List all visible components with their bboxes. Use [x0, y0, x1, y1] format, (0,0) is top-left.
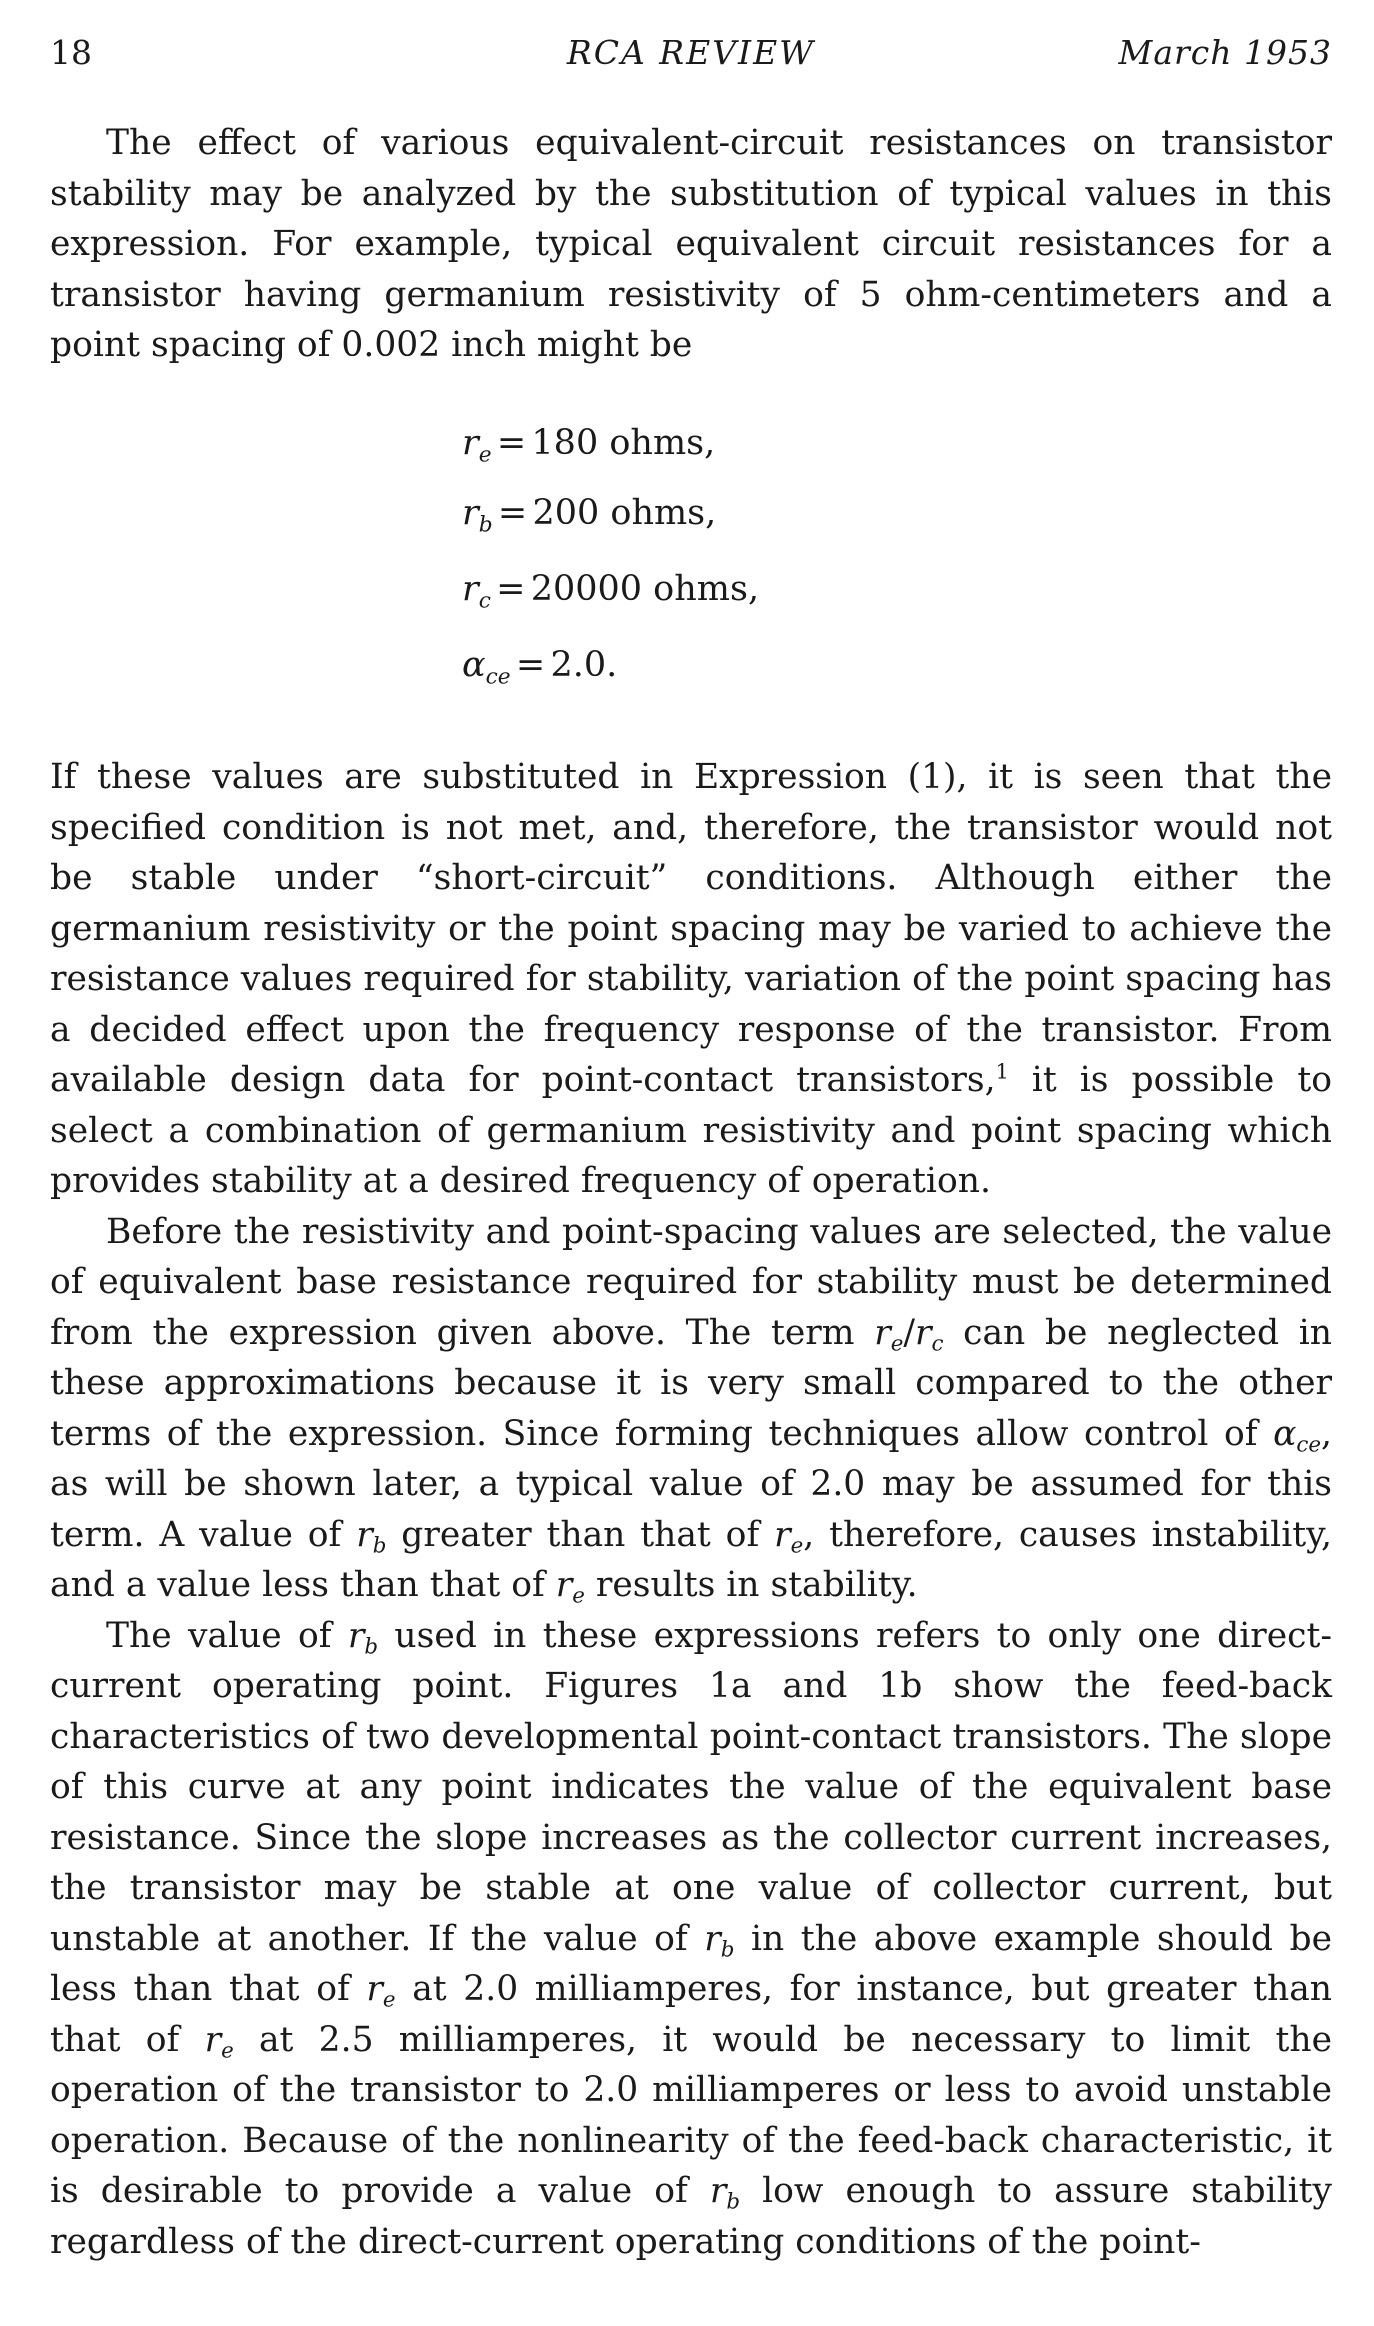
variable: r [347, 1615, 365, 1656]
variable-subscript: e [221, 2037, 234, 2063]
text-run: , therefore, causes instability, and a value less than that of [50, 1514, 1332, 1605]
text-run: at 2.5 milliamperes, it would be necessary to limit the operation of the transistor to 2.0 milliamperes or less to avoid unstable operation. Because of the nonlinearity of the feed-back characteristic, it is desirable to provide a value of [50, 2019, 1332, 2211]
variable: r [874, 1312, 891, 1353]
main-text [50, 752, 1332, 2267]
text-run: , as will be shown later, a typical value of 2.0 may be assumed for this term. A value of [50, 1413, 1332, 1555]
equation-line [462, 640, 1062, 716]
text-run: in the above example should be less than that of [50, 1918, 1332, 2009]
journal-title: RCA REVIEW [566, 33, 816, 72]
intro-paragraph: The effect of various equivalent-circuit resistances on transistor stability may be analyzed by the substitution of typical values in this expression. For example, typical equivalent circuit resistances for a transistor having germanium resistivity of 5 ohm-centimeters and a point spacing of 0.002 inch might be [50, 123, 1332, 365]
text-run: used in these expressions refers to only one direct-current operating point. Figures 1a and 1b show the feed-back characteristics of two developmental point-contact transistors. The slope of this curve at any point indicates the value of the equivalent base resistance. Since the slope increases as the collector current increases, the transistor may be stable at one value of collector current, but unstable at another. If the value of [50, 1615, 1332, 1959]
equation-block [462, 418, 1062, 716]
equation-subscript: b [478, 512, 493, 538]
equation-value: 20000 ohms, [530, 569, 760, 609]
variable-subscript: b [726, 2189, 741, 2215]
variable-subscript: b [372, 1532, 387, 1558]
text-run: results in stability. [584, 1565, 918, 1605]
equals-sign: = [497, 493, 528, 533]
variable-subscript: ce [1296, 1431, 1322, 1457]
equation-line [462, 488, 1062, 564]
variable: r [709, 2171, 727, 2211]
variable: r [356, 1514, 373, 1555]
equation-value: 200 ohms, [532, 493, 717, 533]
text-run: at 2.0 milliamperes, for instance, but greater than that of [50, 1969, 1332, 2060]
variable: r [204, 2019, 222, 2060]
equation-symbol: r [462, 493, 479, 533]
equation-symbol: r [462, 569, 479, 609]
paragraph-operating-point [50, 1611, 1332, 2268]
variable-subscript: e [382, 1987, 396, 2013]
slash: / [903, 1312, 915, 1353]
variable: r [704, 1918, 721, 1959]
variable: r [914, 1312, 932, 1353]
equation-symbol: α [462, 645, 486, 685]
equals-sign: = [496, 569, 526, 609]
equation-value: 2.0. [550, 645, 618, 685]
text-run: can be neglected in these approximations because it is very small compared to the other terms of the expression. Since forming techniques allow control of [50, 1312, 1333, 1454]
variable: r [555, 1565, 573, 1605]
equation-value: 180 ohms, [531, 423, 716, 463]
equation-subscript: e [478, 442, 492, 468]
equation-line [462, 564, 1062, 640]
equation-symbol: r [462, 423, 479, 463]
text-run: greater than that of [386, 1514, 775, 1555]
variable: r [774, 1514, 791, 1555]
intro-text [50, 118, 1332, 371]
equation-subscript: c [478, 588, 491, 614]
text-run: Before the resistivity and point-spacing values are selected, the value of equivalent base resistance required for stability must be determined from the expression given above. The term [50, 1211, 1332, 1353]
equation-subscript: ce [485, 664, 511, 690]
variable: α [1273, 1413, 1297, 1454]
page-number: 18 [50, 33, 92, 72]
variable-subscript: e [790, 1532, 804, 1558]
variable-subscript: b [720, 1936, 735, 1962]
variable-subscript: e [890, 1330, 904, 1356]
text-run: If these values are substituted in Expression (1), it is seen that the specified condition is not met, and, therefore, the transistor would not be stable under “short-circuit” conditions. Although either the germanium resistivity or the point spacing may be varied to achieve the resistance values required for stability, variation of the point spacing has a decided effect upon the frequency response of the transistor. From available design data for point-contact transistors, [50, 757, 1332, 1100]
variable-subscript: c [931, 1330, 944, 1356]
variable-subscript: b [364, 1633, 379, 1659]
text-run: The value of [106, 1615, 348, 1656]
variable: r [366, 1969, 383, 2009]
paragraph-substitution [50, 752, 1332, 1207]
variable-subscript: e [572, 1583, 585, 1609]
equation-line [462, 418, 1062, 488]
equals-sign: = [515, 645, 546, 685]
equals-sign: = [496, 423, 527, 463]
text-run: it is possible to select a combination of germanium resistivity and point spacing which provides stability at a desired frequency of operation. [50, 1060, 1332, 1201]
paragraph-base-resistance [50, 1207, 1332, 1611]
text-run: low enough to assure stability regardless of the direct-current operating conditions of the point- [50, 2171, 1332, 2262]
running-header [50, 28, 1332, 78]
footnote-marker: 1 [995, 1059, 1009, 1084]
issue-date: March 1953 [1118, 33, 1332, 72]
